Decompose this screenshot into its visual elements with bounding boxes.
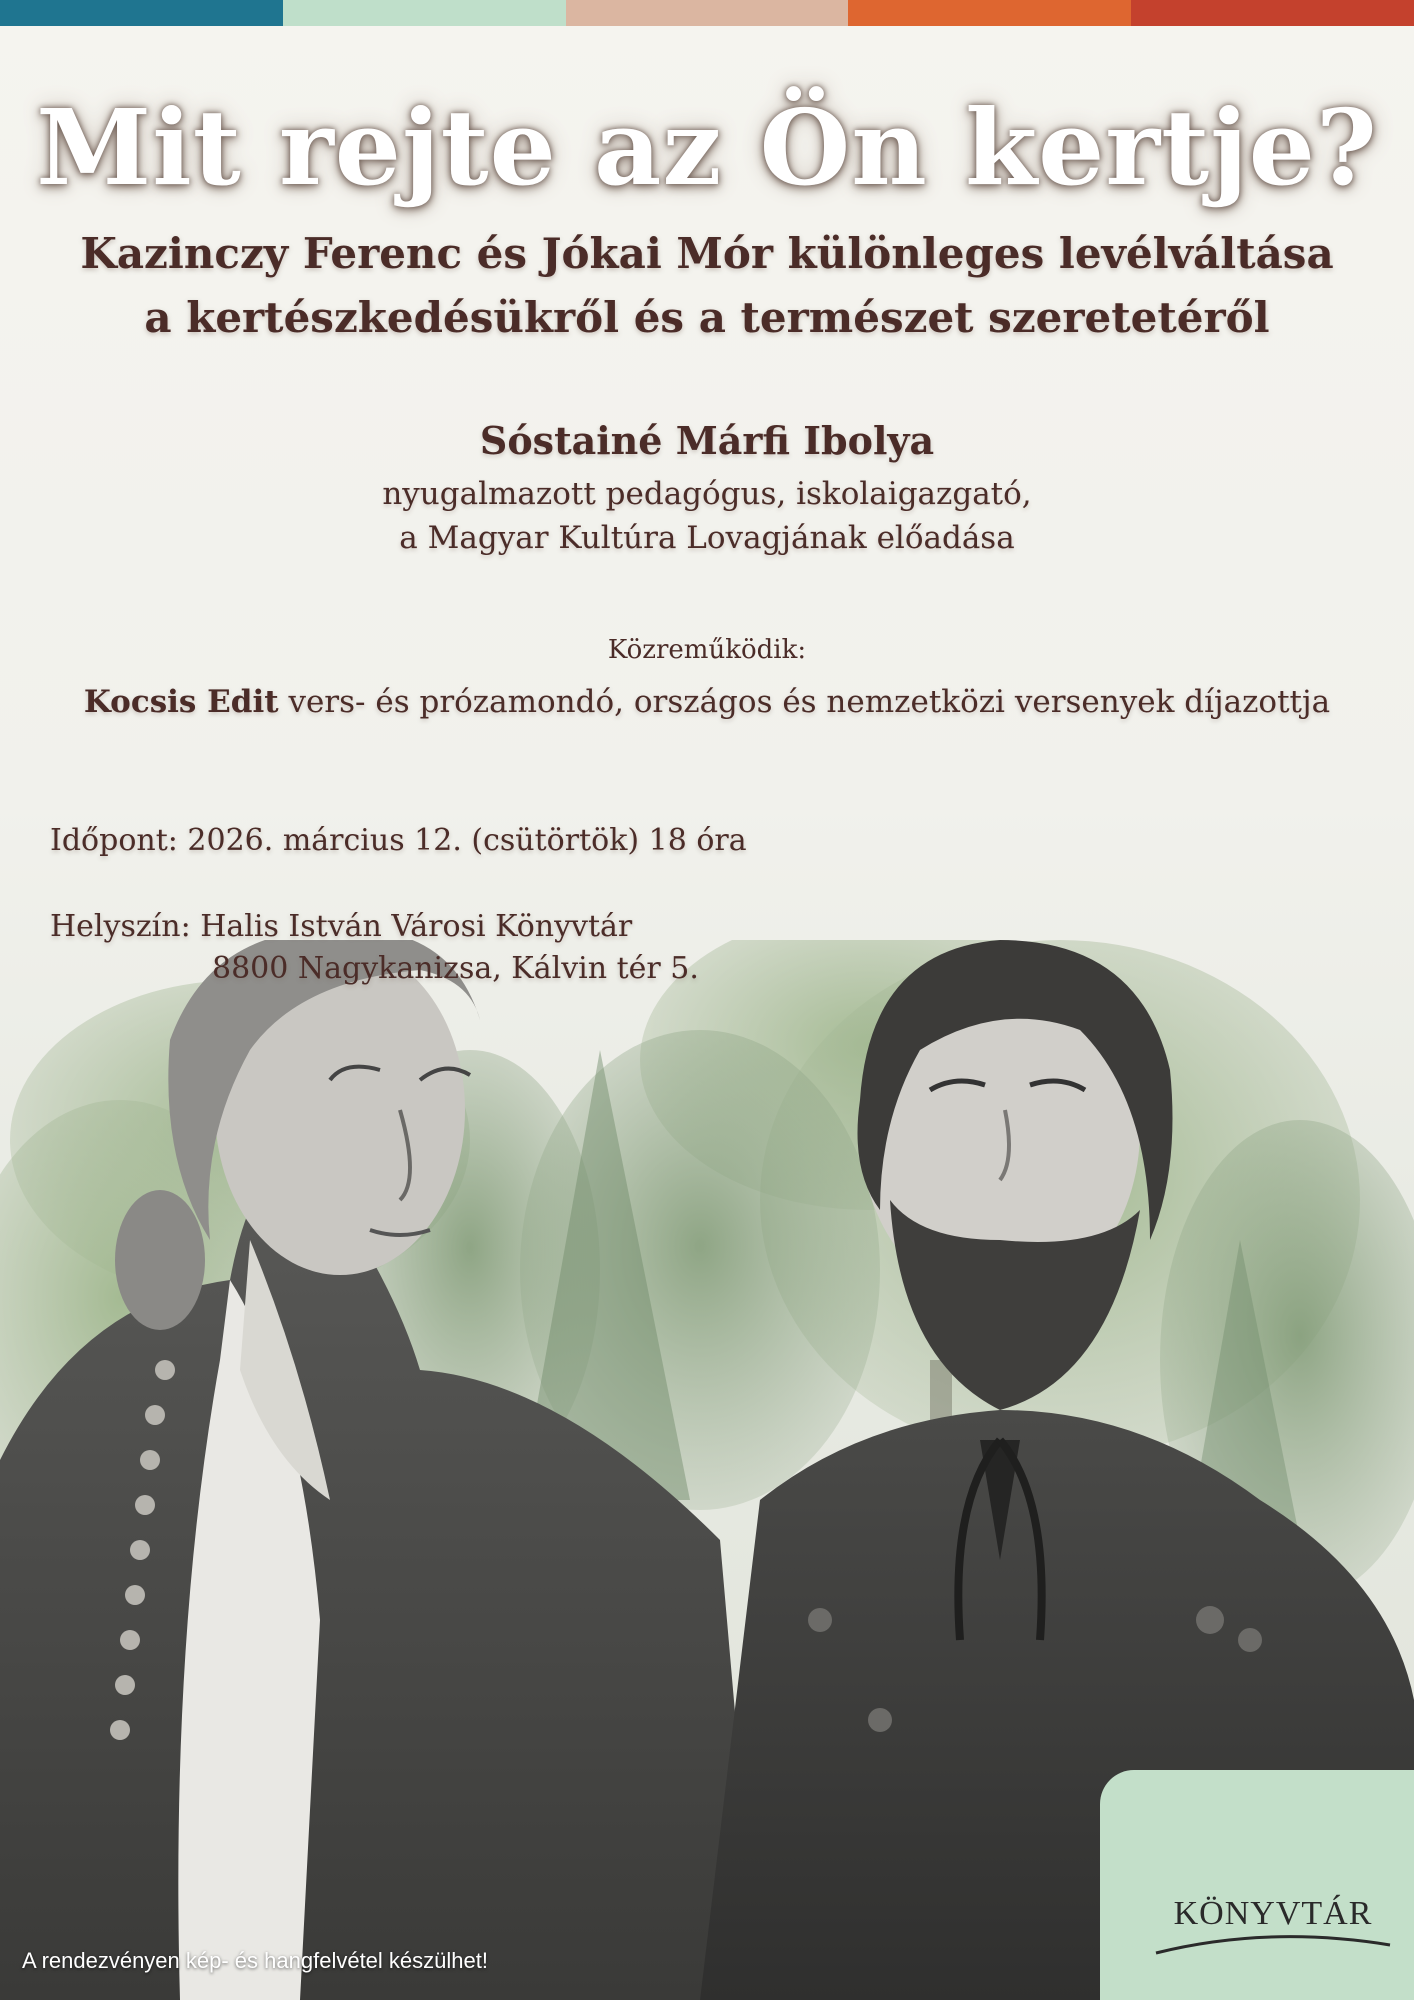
cooperation-description: vers- és prózamondó, országos és nemzetközi versenyek díjazottja xyxy=(278,684,1331,720)
logo-swoosh-icon xyxy=(1148,1895,1398,1965)
color-stripe xyxy=(0,0,1414,26)
stripe-segment-red xyxy=(1131,0,1414,26)
recording-notice: A rendezvényen kép- és hangfelvétel készülhet! xyxy=(22,1948,488,1973)
presenter-role-line-1: nyugalmazott pedagógus, iskolaigazgató, xyxy=(382,476,1032,512)
event-venue-line-1: Helyszín: Halis István Városi Könyvtár xyxy=(50,909,633,944)
cooperation-name: Kocsis Edit xyxy=(83,684,279,720)
event-venue-line-2: 8800 Nagykanizsa, Kálvin tér 5. xyxy=(212,951,699,986)
stripe-segment-teal xyxy=(0,0,283,26)
library-logo-text: KÖNYVTÁR xyxy=(1173,1895,1373,1932)
presenter-name: Sóstainé Márfi Ibolya xyxy=(479,418,935,463)
cooperation-line xyxy=(0,678,1414,726)
stripe-segment-peach xyxy=(566,0,849,26)
presenter-role-line-2: a Magyar Kultúra Lovagjának előadása xyxy=(399,520,1015,556)
stripe-segment-orange xyxy=(848,0,1131,26)
poster-title: Mit rejte az Ön kertje? xyxy=(36,86,1378,209)
subtitle-line-2: a kertészkedésükről és a természet szeretetéről xyxy=(144,293,1270,342)
event-venue-line-2-wrap xyxy=(50,948,699,990)
cooperation-label: Közreműködik: xyxy=(607,635,807,665)
poster-subtitle xyxy=(0,222,1414,350)
library-logo xyxy=(1148,1895,1398,1965)
subtitle-line-1: Kazinczy Ferenc és Jókai Mór különleges levélváltása xyxy=(80,229,1334,278)
event-time: Időpont: 2026. március 12. (csütörtök) 18 óra xyxy=(50,823,747,858)
stripe-segment-mint xyxy=(283,0,566,26)
corner-panel xyxy=(1100,1770,1414,2000)
presenter-role xyxy=(0,472,1414,560)
